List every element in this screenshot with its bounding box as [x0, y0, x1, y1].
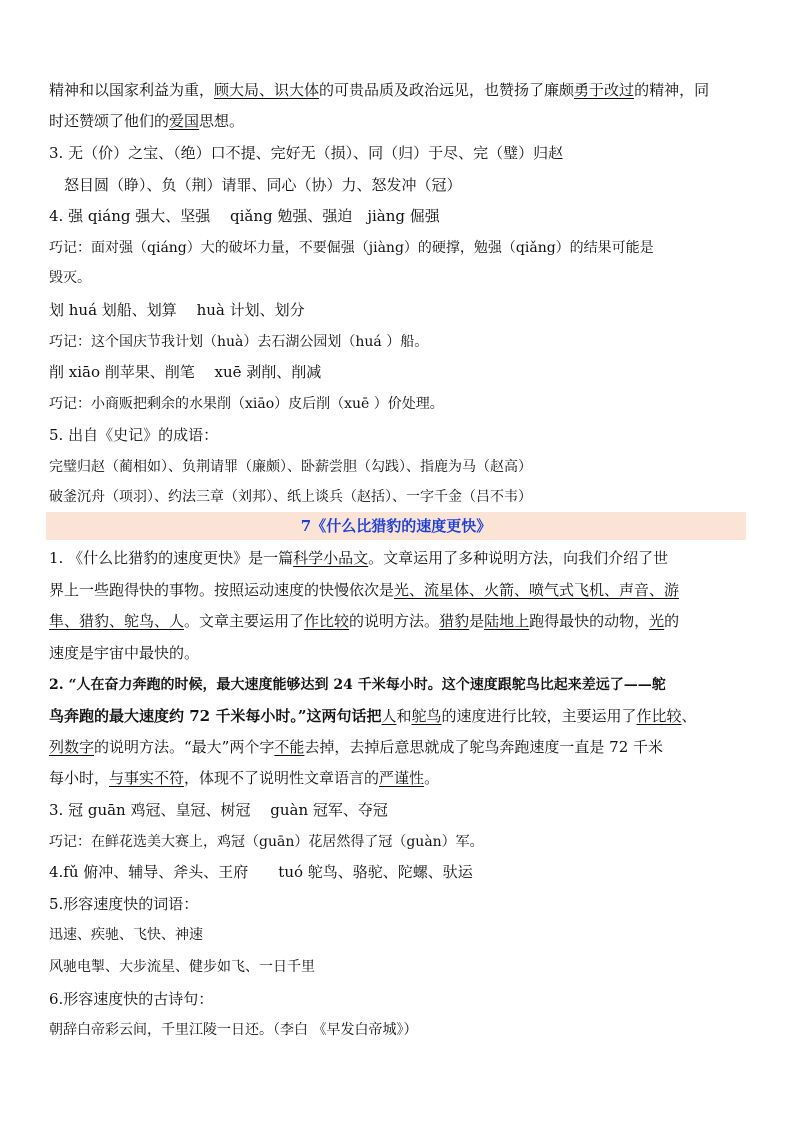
- item-5-heading: 5. 出自《史记》的成语：: [49, 426, 219, 444]
- underlined-text: 科学小品文: [293, 549, 369, 567]
- underlined-text: 作比较: [304, 612, 350, 630]
- tip-line: 巧记：小商贩把剩余的水果削（xiāo）皮后削（xuē ）价处理。: [49, 396, 444, 412]
- underlined-text: 不能: [274, 738, 305, 756]
- paragraph-line: [49, 580, 679, 600]
- text: 去掉，去掉后意思就成了鸵鸟奔跑速度一直是 72 千米: [304, 738, 664, 756]
- xiao-line: 削 xiāo 削苹果、削笔 xuē 剥削、削减: [49, 363, 322, 381]
- paragraph-line: [49, 611, 679, 631]
- words-line: 风驰电掣、大步流星、健步如飞、一日千里: [49, 959, 315, 975]
- tip-line: 毁灭。: [49, 270, 91, 286]
- text: 。文章运用了多种说明方法，向我们介绍了世: [368, 549, 669, 567]
- paragraph-line: 2. “人在奋力奔跑的时候，最大速度能够达到 24 千米每小时。这个速度跟鸵鸟比起来差远了——鸵: [49, 677, 666, 693]
- underlined-text: 人: [381, 707, 397, 725]
- hua-line: 划 huá 划船、划算 huà 计划、划分: [49, 301, 305, 319]
- text: 是: [469, 612, 485, 630]
- underlined-text: 列数字: [49, 738, 95, 756]
- item-4-line: 4. 强 qiáng 强大、坚强 qiǎng 勉强、强迫 jiàng 倔强: [49, 207, 440, 225]
- section-banner: [46, 512, 746, 540]
- text: 思想。: [199, 112, 245, 130]
- text: 。文章主要运用了: [184, 612, 305, 630]
- underlined-text: 陆地上: [484, 612, 530, 630]
- item-3-line-1: 3. 无（价）之宝、（绝）口不提、完好无（损）、同（归）于尽、完（璧）归赵: [49, 144, 564, 162]
- underlined-text: 爱国: [169, 112, 200, 130]
- tip-line: 巧记：面对强（qiáng）大的破坏力量，不要倔强（jiàng）的硬撑，勉强（qiǎng）的结果可能是: [49, 240, 654, 256]
- text: 界上一些跑得快的事物。按照运动速度的快慢依次是: [49, 581, 395, 599]
- underlined-text: 作比较: [636, 707, 682, 725]
- text: 的精神，同: [634, 81, 710, 99]
- poem-line: 朝辞白帝彩云间，千里江陵一日还。（李白 《早发白帝城》）: [49, 1022, 418, 1038]
- text: 鸟奔跑的最大速度约 72 千米每小时。”这两句话把: [49, 707, 382, 725]
- paragraph-line: [49, 706, 697, 726]
- text: 的: [664, 612, 680, 630]
- paragraph-line: 速度是宇宙中最快的。: [49, 644, 200, 662]
- paragraph-line: [49, 80, 709, 100]
- underlined-text: 光、流星体、火箭、喷气式飞机、声音、游: [394, 581, 680, 599]
- underlined-text: 隼、猎豹、鸵鸟、人: [49, 612, 185, 630]
- item-3-line-2: 怒目圆（睁）、负（荆）请罪、同心（协）力、怒发冲（冠）: [64, 176, 462, 194]
- paragraph-line: [49, 548, 668, 568]
- text: 的说明方法。: [349, 612, 440, 630]
- underlined-text: 与事实不符: [109, 769, 185, 787]
- underlined-text: 鸵鸟: [411, 707, 442, 725]
- idioms-line: 完璧归赵（蔺相如）、负荆请罪（廉颇）、卧薪尝胆（勾践）、指鹿为马（赵高）: [49, 459, 532, 475]
- item-5-heading: 5.形容速度快的词语：: [49, 895, 199, 913]
- text: 精神和以国家利益为重，: [49, 81, 215, 99]
- tip-line: 巧记：这个国庆节我计划（huà）去石湖公园划（huá ）船。: [49, 334, 429, 350]
- underlined-text: 光: [649, 612, 665, 630]
- text: 的可贵品质及政治远见，也赞扬了廉颇: [319, 81, 575, 99]
- section-title: 7《什么比猎豹的速度更快》: [300, 517, 492, 535]
- item-3-line: 3. 冠 guān 鸡冠、皇冠、树冠 guàn 冠军、夺冠: [49, 801, 388, 819]
- text: 和: [396, 707, 412, 725]
- text: 时还赞颂了他们的: [49, 112, 170, 130]
- text: 的说明方法。“最大”两个字: [94, 738, 275, 756]
- underlined-text: 猎豹: [439, 612, 470, 630]
- tip-line: 巧记：在鲜花选美大赛上，鸡冠（guān）花居然得了冠（guàn）军。: [49, 834, 484, 850]
- item-4-line: 4.fǔ 俯冲、辅导、斧头、王府 tuó 鸵鸟、骆驼、陀螺、驮运: [49, 863, 473, 881]
- text: 跑得最快的动物，: [529, 612, 650, 630]
- text: 。: [424, 769, 440, 787]
- text: 、: [681, 707, 697, 725]
- paragraph-line: [49, 111, 244, 131]
- underlined-text: 严谨性: [379, 769, 425, 787]
- text: ，体现不了说明性文章语言的: [184, 769, 380, 787]
- underlined-text: 勇于改过: [574, 81, 635, 99]
- text: 每小时，: [49, 769, 110, 787]
- paragraph-line: [49, 768, 439, 788]
- idioms-line: 破釜沉舟（项羽）、约法三章（刘邦）、纸上谈兵（赵括）、一字千金（吕不韦）: [49, 489, 532, 505]
- words-line: 迅速、疾驰、飞快、神速: [49, 927, 203, 943]
- text: 的速度进行比较，主要运用了: [441, 707, 637, 725]
- paragraph-line: [49, 737, 663, 757]
- item-6-heading: 6.形容速度快的古诗句：: [49, 990, 214, 1008]
- underlined-text: 顾大局、识大体: [214, 81, 320, 99]
- text: 1. 《什么比猎豹的速度更快》是一篇: [49, 549, 294, 567]
